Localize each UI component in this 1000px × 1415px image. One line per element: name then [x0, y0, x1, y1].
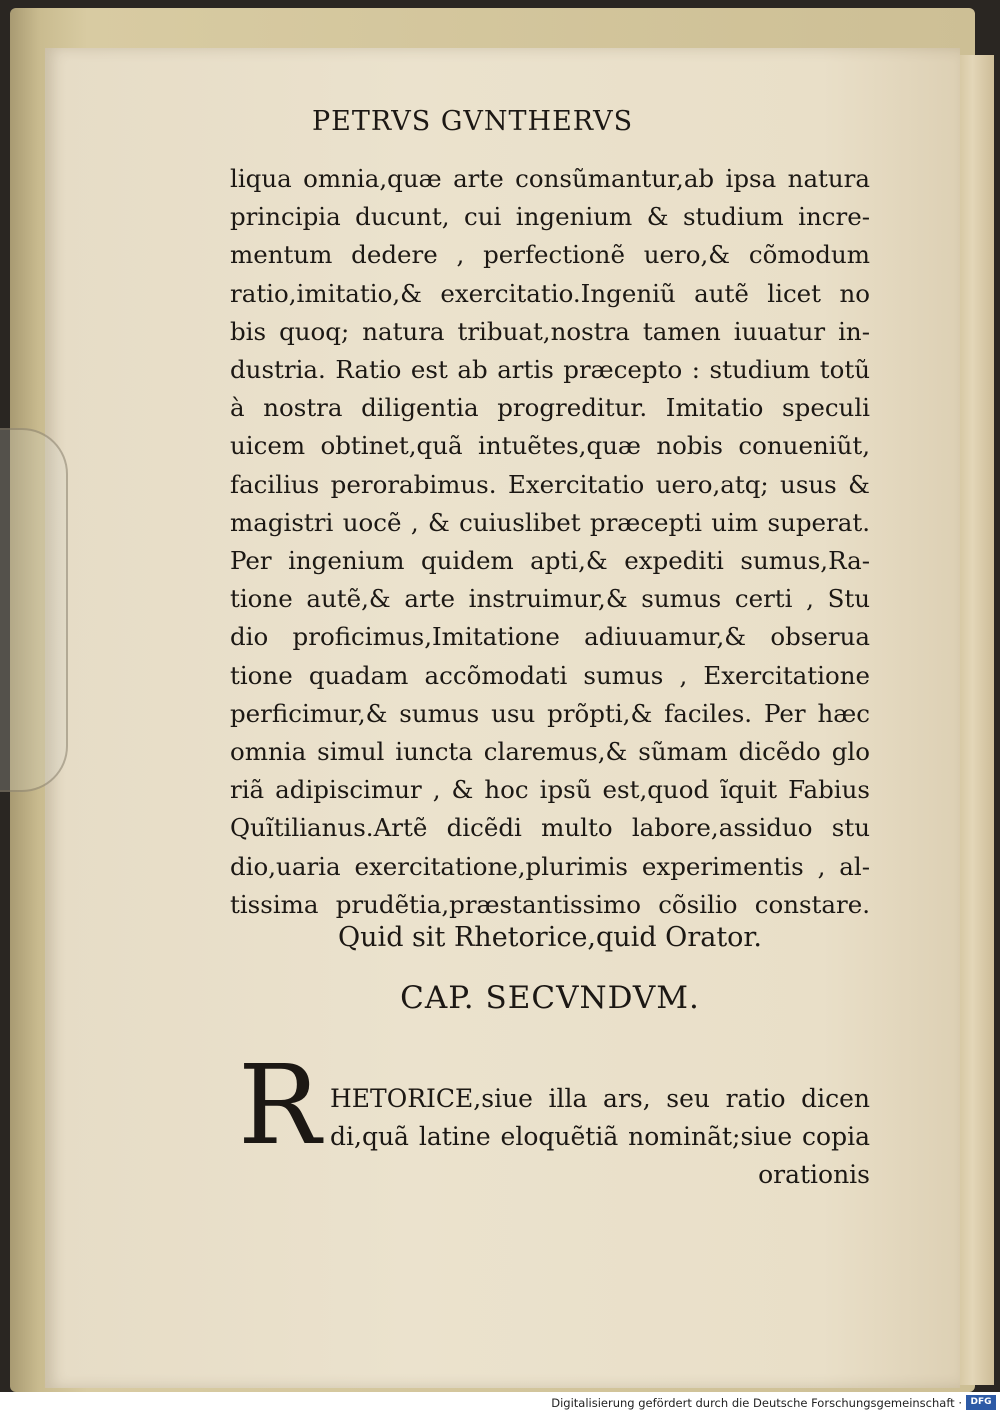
page-clip [0, 428, 68, 792]
next-page-edge [958, 55, 994, 1385]
text-line: à nostra diligentia progreditur. Imitatio speculi [230, 393, 870, 423]
text-line: magistri uocẽ , & cuiuslibet præcepti uim superat. [230, 507, 870, 537]
text-line: facilius perorabimus. Exercitatio uero,atq; usus & [230, 469, 870, 499]
running-header: PETRVS GVNTHERVS [312, 106, 634, 137]
dfg-logo-icon: DFG [966, 1395, 996, 1410]
text-line: dio proficimus,Imitatione adiuuamur,& obserua [230, 622, 870, 652]
text-line: tissima prudẽtia,præstantissimo cõsilio constare. [230, 889, 870, 919]
text-line: tione autẽ,& arte instruimur,& sumus certi , Stu [230, 584, 870, 614]
text-line: liqua omnia,quæ arte consũmantur,ab ipsa natura [230, 164, 870, 193]
body-text [230, 160, 870, 924]
text-line: Quĩtilianus.Artẽ dicẽdi multo labore,assiduo stu [230, 813, 870, 843]
text-line: orationis [758, 1160, 870, 1189]
text-line: riã adipiscimur , & hoc ipsũ est,quod ĩquit Fabius [230, 775, 870, 805]
text-line: di,quã latine eloquẽtiã nominãt;siue copia [330, 1122, 870, 1151]
funding-credit: Digitalisierung gefördert durch die Deutsche Forschungsgemeinschaft · [551, 1396, 962, 1410]
text-line: ratio,imitatio,& exercitatio.Ingeniũ autẽ licet no [230, 278, 870, 308]
text-line: dio,uaria exercitatione,plurimis experimentis , al- [230, 851, 870, 881]
drop-cap: R [238, 1041, 321, 1169]
section-title: Quid sit Rhetorice,quid Orator. [338, 922, 762, 953]
text-line: mentum dedere , perfectionẽ uero,& cõmodum [230, 240, 870, 270]
text-line: perficimur,& sumus usu prõpti,& faciles. Per hæc [230, 698, 870, 728]
text-line: Per ingenium quidem apti,& expediti sumus,Ra- [230, 546, 870, 576]
chapter-opening-text [330, 1080, 870, 1194]
text-line: tione quadam accõmodati sumus , Exercitatione [230, 660, 870, 690]
text-line: bis quoq; natura tribuat,nostra tamen iuuatur in- [230, 316, 870, 346]
chapter-title: CAP. SECVNDVM. [400, 980, 700, 1016]
text-line: omnia simul iuncta claremus,& sũmam dicẽdo glo [230, 737, 870, 767]
text-line: uicem obtinet,quã intuẽtes,quæ nobis conueniũt, [230, 431, 870, 461]
text-line: principia ducunt, cui ingenium & studium incre- [230, 202, 870, 232]
text-line: HETORICE,siue illa ars, seu ratio dicen [330, 1084, 870, 1113]
text-line: dustria. Ratio est ab artis præcepto : studium totũ [230, 355, 870, 385]
